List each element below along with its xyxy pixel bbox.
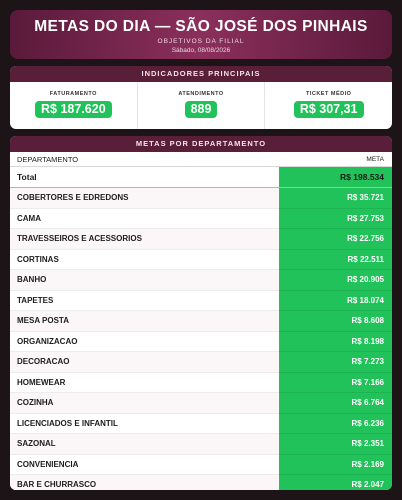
department-name: HOMEWEAR — [10, 372, 279, 393]
table-row — [10, 393, 392, 414]
metas-title: METAS POR DEPARTAMENTO — [10, 136, 392, 152]
indicators-card — [10, 66, 392, 129]
total-label: Total — [10, 167, 279, 188]
department-meta-value: R$ 2.169 — [279, 454, 392, 475]
department-name: DECORACAO — [10, 352, 279, 373]
table-row — [10, 454, 392, 475]
page-header — [10, 10, 392, 59]
indicator-value: R$ 187.620 — [35, 101, 112, 118]
indicator-faturamento — [10, 82, 137, 129]
table-row — [10, 331, 392, 352]
page-title: METAS DO DIA — SÃO JOSÉ DOS PINHAIS — [34, 18, 368, 35]
department-meta-value: R$ 6.764 — [279, 393, 392, 414]
indicator-label: TICKET MÉDIO — [305, 91, 352, 97]
department-name: SAZONAL — [10, 434, 279, 455]
department-name: MESA POSTA — [10, 311, 279, 332]
department-meta-value: R$ 2.047 — [279, 475, 392, 491]
department-meta-value: R$ 22.511 — [279, 249, 392, 270]
metas-table — [10, 152, 392, 490]
department-meta-value: R$ 27.753 — [279, 208, 392, 229]
department-meta-value: R$ 7.166 — [279, 372, 392, 393]
department-name: TAPETES — [10, 290, 279, 311]
department-name: COZINHA — [10, 393, 279, 414]
department-name: BANHO — [10, 270, 279, 291]
total-value: R$ 198.534 — [279, 167, 392, 188]
department-meta-value: R$ 8.608 — [279, 311, 392, 332]
total-row — [10, 167, 392, 188]
table-row — [10, 311, 392, 332]
table-row — [10, 372, 392, 393]
table-header-row — [10, 152, 392, 167]
indicator-value: R$ 307,31 — [294, 101, 364, 118]
indicator-ticket-medio — [264, 82, 392, 129]
table-row — [10, 475, 392, 491]
department-name: TRAVESSEIROS E ACESSORIOS — [10, 229, 279, 250]
department-name: COBERTORES E EDREDONS — [10, 188, 279, 209]
department-meta-value: R$ 20.905 — [279, 270, 392, 291]
indicator-label: ATENDIMENTO — [178, 91, 224, 97]
metas-card — [10, 136, 392, 490]
page-subtitle: OBJETIVOS DA FILIAL — [157, 38, 245, 45]
department-meta-value: R$ 18.074 — [279, 290, 392, 311]
department-name: CORTINAS — [10, 249, 279, 270]
table-row — [10, 249, 392, 270]
table-row — [10, 208, 392, 229]
indicator-value: 889 — [185, 101, 218, 118]
department-name: BAR E CHURRASCO — [10, 475, 279, 491]
column-header-meta: META — [366, 155, 384, 163]
column-header-department: DEPARTAMENTO — [17, 154, 79, 164]
department-meta-value: R$ 8.198 — [279, 331, 392, 352]
department-name: CAMA — [10, 208, 279, 229]
page-date: Sábado, 08/08/2026 — [171, 47, 231, 54]
department-meta-value: R$ 22.756 — [279, 229, 392, 250]
table-row — [10, 229, 392, 250]
indicator-atendimento — [137, 82, 265, 129]
department-name: CONVENIENCIA — [10, 454, 279, 475]
table-row — [10, 188, 392, 209]
indicators-title: INDICADORES PRINCIPAIS — [10, 66, 392, 82]
department-meta-value: R$ 6.236 — [279, 413, 392, 434]
table-row — [10, 270, 392, 291]
department-name: LICENCIADOS E INFANTIL — [10, 413, 279, 434]
department-meta-value: R$ 2.351 — [279, 434, 392, 455]
table-row — [10, 290, 392, 311]
indicator-label: FATURAMENTO — [49, 91, 97, 97]
department-meta-value: R$ 7.273 — [279, 352, 392, 373]
table-row — [10, 434, 392, 455]
department-name: ORGANIZACAO — [10, 331, 279, 352]
table-row — [10, 352, 392, 373]
table-row — [10, 413, 392, 434]
indicators-row — [10, 82, 392, 129]
department-meta-value: R$ 35.721 — [279, 188, 392, 209]
